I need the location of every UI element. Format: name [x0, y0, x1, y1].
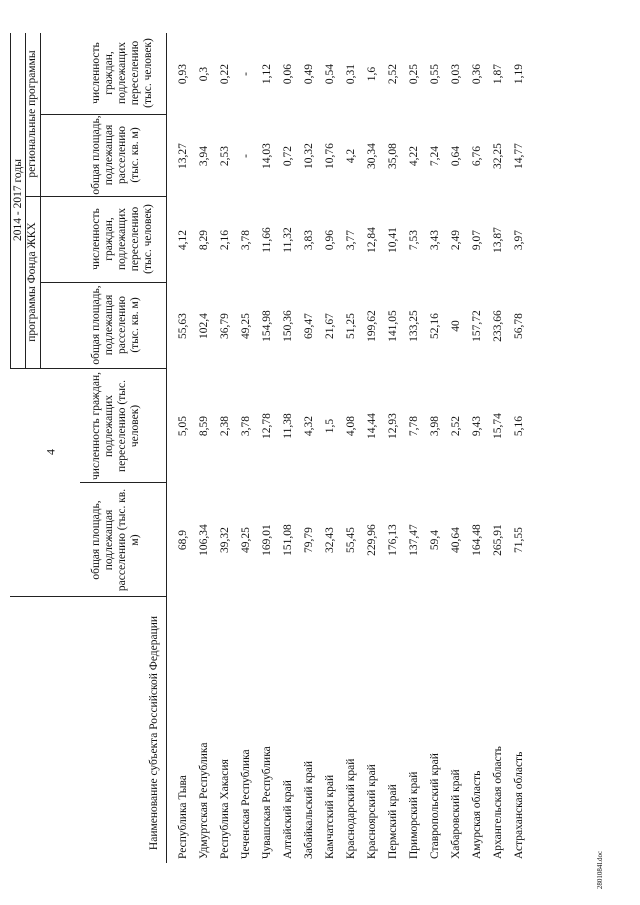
row-value-b: 5,16: [513, 415, 525, 436]
row-value-f: 0,25: [408, 63, 420, 84]
row-value-f: 1,6: [366, 66, 378, 81]
row-value-c: 102,4: [198, 312, 210, 339]
row-value-e: 4,22: [408, 145, 420, 166]
row-value-c: 36,79: [219, 312, 231, 339]
row-value-c: 157,72: [471, 309, 483, 342]
col-divider: [40, 282, 166, 283]
row-value-a: 49,25: [240, 526, 252, 553]
row-value-a: 169,01: [261, 523, 273, 556]
data-table: [12, 33, 550, 863]
table-top-rule: [10, 33, 11, 369]
row-value-a: 68,9: [177, 529, 189, 550]
row-value-f: 0,49: [303, 63, 315, 84]
row-value-b: 1,5: [324, 418, 336, 433]
col-divider: [10, 368, 166, 369]
row-value-d: 8,29: [198, 229, 210, 250]
row-value-b: 3,98: [429, 415, 441, 436]
header-total-people: численность граждан, подлежащих переселению (тыс. человек): [90, 371, 141, 480]
row-value-c: 52,16: [429, 312, 441, 339]
row-subject-name: Республика Тыва: [177, 774, 189, 859]
row-subject-name: Пермский край: [387, 783, 399, 859]
row-value-d: 3,77: [345, 229, 357, 250]
row-subject-name: Хабаровский край: [450, 768, 462, 859]
row-value-c: 21,67: [324, 312, 336, 339]
period-rule: [25, 33, 26, 369]
row-value-b: 14,44: [366, 412, 378, 439]
row-value-b: 8,59: [198, 415, 210, 436]
row-value-a: 32,43: [324, 526, 336, 553]
row-value-c: 69,47: [303, 312, 315, 339]
row-value-b: 7,78: [408, 415, 420, 436]
row-value-e: 14,77: [513, 142, 525, 169]
row-value-d: 2,49: [450, 229, 462, 250]
header-period: 2014 - 2017 годы: [12, 158, 24, 241]
row-value-c: 141,05: [387, 309, 399, 342]
row-value-f: 1,19: [513, 63, 525, 84]
header-bottom-rule: [166, 33, 167, 863]
row-value-c: 133,25: [408, 309, 420, 342]
row-value-e: -: [240, 153, 252, 158]
row-subject-name: Краснодарский край: [345, 758, 357, 859]
row-value-d: 9,07: [471, 229, 483, 250]
row-value-d: 7,53: [408, 229, 420, 250]
row-value-b: 9,43: [471, 415, 483, 436]
row-value-c: 55,63: [177, 312, 189, 339]
row-value-e: 14,03: [261, 142, 273, 169]
row-value-c: 150,36: [282, 309, 294, 342]
row-value-a: 39,32: [219, 526, 231, 553]
row-value-a: 71,55: [513, 526, 525, 553]
row-value-c: 49,25: [240, 312, 252, 339]
row-value-a: 59,4: [429, 529, 441, 550]
row-value-a: 137,47: [408, 523, 420, 556]
row-value-d: 3,43: [429, 229, 441, 250]
row-value-a: 265,91: [492, 523, 504, 556]
col-divider: [10, 596, 166, 597]
row-subject-name: Удмуртская Республика: [198, 742, 210, 859]
row-value-d: 11,32: [282, 226, 294, 253]
row-value-e: 4,2: [345, 148, 357, 163]
row-value-e: 10,32: [303, 142, 315, 169]
row-subject-name: Приморский край: [408, 771, 420, 859]
row-value-f: 1,12: [261, 63, 273, 84]
row-value-f: 0,54: [324, 63, 336, 84]
row-value-c: 40: [450, 319, 462, 332]
row-value-b: 15,74: [492, 412, 504, 439]
row-value-b: 5,05: [177, 415, 189, 436]
row-value-d: 11,66: [261, 226, 273, 253]
row-subject-name: Чеченская Республика: [240, 748, 252, 859]
row-value-f: 1,87: [492, 63, 504, 84]
row-value-e: 35,08: [387, 142, 399, 169]
row-subject-name: Алтайский край: [282, 779, 294, 859]
col-divider: [40, 114, 166, 115]
row-subject-name: Архангельская область: [492, 745, 504, 859]
row-value-f: 0,36: [471, 63, 483, 84]
row-value-e: 0,72: [282, 145, 294, 166]
row-value-f: 0,3: [198, 66, 210, 81]
row-value-f: 0,22: [219, 63, 231, 84]
row-value-e: 2,53: [219, 145, 231, 166]
row-value-d: 10,41: [387, 226, 399, 253]
row-value-d: 3,97: [513, 229, 525, 250]
row-value-f: 0,93: [177, 63, 189, 84]
row-value-e: 10,76: [324, 142, 336, 169]
row-value-b: 12,78: [261, 412, 273, 439]
row-value-e: 6,76: [471, 145, 483, 166]
row-value-e: 3,94: [198, 145, 210, 166]
row-value-c: 154,98: [261, 309, 273, 342]
header-total-area: общая площадь, подлежащая расселению (тыс. кв. м): [90, 488, 141, 591]
row-value-a: 164,48: [471, 523, 483, 556]
row-value-d: 0,96: [324, 229, 336, 250]
row-value-b: 4,32: [303, 415, 315, 436]
header-regional-area: общая площадь, подлежащая расселению (тыс. кв. м): [90, 114, 141, 195]
row-value-f: 0,06: [282, 63, 294, 84]
row-value-c: 56,78: [513, 312, 525, 339]
row-value-d: 2,16: [219, 229, 231, 250]
row-value-b: 4,08: [345, 415, 357, 436]
header-regional-programs: региональные программы: [26, 49, 38, 178]
row-value-f: 0,55: [429, 63, 441, 84]
row-value-c: 199,62: [366, 309, 378, 342]
row-value-a: 55,45: [345, 526, 357, 553]
row-value-f: -: [240, 71, 252, 76]
row-value-d: 3,83: [303, 229, 315, 250]
row-subject-name: Красноярский край: [366, 763, 378, 859]
col-divider: [25, 196, 166, 197]
row-value-f: 2,52: [387, 63, 399, 84]
rotated-table-container: [12, 33, 550, 873]
row-value-d: 3,78: [240, 229, 252, 250]
row-value-c: 51,25: [345, 312, 357, 339]
row-value-b: 3,78: [240, 415, 252, 436]
row-value-d: 4,12: [177, 229, 189, 250]
header-fund-people: численность граждан, подлежащих переселению (тыс. человек): [90, 203, 154, 274]
row-subject-name: Астраханская область: [513, 751, 525, 859]
col-divider: [80, 482, 166, 483]
row-value-b: 12,93: [387, 412, 399, 439]
row-value-d: 13,87: [492, 226, 504, 253]
row-subject-name: Республика Хакасия: [219, 758, 231, 859]
row-subject-name: Камчатский край: [324, 774, 336, 859]
header-fund-area: общая площадь, подлежащая расселению (тыс. кв. м): [90, 284, 141, 365]
header-regional-people: численность граждан, подлежащих переселению (тыс. человек): [90, 37, 154, 108]
row-value-a: 229,96: [366, 523, 378, 556]
page-number: 4: [43, 449, 58, 455]
row-subject-name: Ставропольский край: [429, 752, 441, 859]
row-value-a: 151,08: [282, 523, 294, 556]
row-value-b: 2,52: [450, 415, 462, 436]
row-value-a: 79,79: [303, 526, 315, 553]
header-fund-programs: программы Фонда ЖКХ: [26, 221, 38, 342]
row-value-a: 176,13: [387, 523, 399, 556]
row-subject-name: Амурская область: [471, 770, 483, 859]
row-value-e: 30,34: [366, 142, 378, 169]
row-value-e: 7,24: [429, 145, 441, 166]
header-subject-name: Наименование субъекта Российской Федерации: [148, 615, 160, 850]
row-value-e: 13,27: [177, 142, 189, 169]
program-rule: [40, 33, 41, 369]
footer-code: 2801084l.doc: [596, 850, 604, 890]
row-value-a: 106,34: [198, 523, 210, 556]
row-value-d: 12,84: [366, 226, 378, 253]
row-subject-name: Чувашская Республика: [261, 745, 273, 859]
row-subject-name: Забайкальский край: [303, 760, 315, 859]
row-value-f: 0,31: [345, 63, 357, 84]
row-value-b: 2,38: [219, 415, 231, 436]
row-value-a: 40,64: [450, 526, 462, 553]
row-value-c: 233,66: [492, 309, 504, 342]
row-value-b: 11,38: [282, 412, 294, 439]
row-value-e: 0,64: [450, 145, 462, 166]
row-value-e: 32,25: [492, 142, 504, 169]
row-value-f: 0,03: [450, 63, 462, 84]
